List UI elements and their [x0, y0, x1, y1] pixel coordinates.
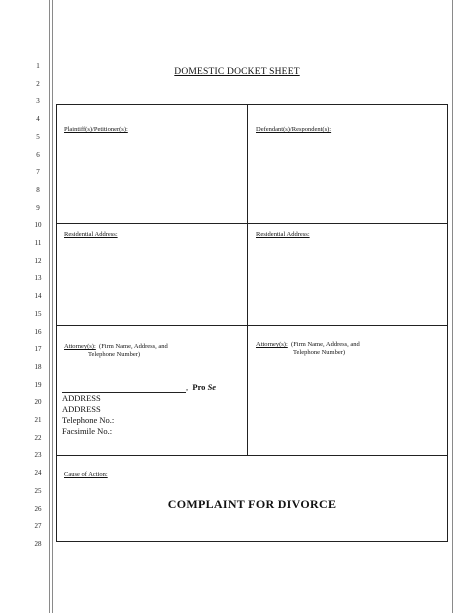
margin-rule-left — [49, 0, 50, 613]
plaintiff-address-line-2: ADDRESS — [62, 404, 101, 414]
line-number: 23 — [34, 451, 42, 460]
defendant-label: Defendant(s)/Respondent(s): — [256, 126, 332, 133]
line-number: 1 — [36, 62, 40, 70]
margin-rule-right — [452, 0, 453, 613]
line-number: 20 — [34, 398, 42, 407]
line-number: 7 — [36, 168, 40, 177]
line-number: 14 — [34, 292, 42, 301]
margin-rule-left-inner — [52, 0, 53, 613]
line-number: 9 — [36, 203, 40, 212]
line-number: 6 — [36, 150, 40, 159]
column-divider — [247, 104, 248, 456]
line-number: 13 — [34, 274, 42, 283]
line-number: 17 — [34, 345, 42, 354]
docket-box — [56, 104, 448, 542]
line-number: 19 — [34, 380, 42, 389]
line-number: 5 — [36, 132, 40, 141]
line-number: 18 — [34, 362, 42, 371]
plaintiff-attorney-label: Attorney(s): (Firm Name, Address, and — [64, 343, 168, 350]
signature-line — [62, 384, 186, 393]
plaintiff-attorney-desc: Telephone Number) — [88, 351, 141, 358]
line-number: 3 — [36, 97, 40, 106]
line-number: 24 — [34, 469, 42, 478]
plaintiff-facsimile: Facsimile No.: — [62, 426, 113, 436]
line-number: 22 — [34, 433, 42, 442]
line-number: 21 — [34, 416, 42, 424]
page-title: DOMESTIC DOCKET SHEET — [174, 67, 300, 77]
pro-se-line: , Pro Se — [62, 382, 216, 393]
line-number: 4 — [36, 115, 40, 124]
defendant-attorney-desc: Telephone Number) — [293, 349, 346, 356]
line-number: 26 — [34, 504, 42, 513]
row-divider-1 — [56, 223, 448, 224]
line-number: 27 — [34, 522, 42, 531]
line-number: 11 — [34, 239, 42, 247]
line-number: 10 — [34, 221, 42, 230]
line-number: 25 — [34, 486, 42, 495]
plaintiff-address-label: Residential Address: — [64, 231, 118, 238]
line-number: 2 — [36, 79, 40, 88]
line-number: 12 — [34, 256, 42, 265]
complaint-title: COMPLAINT FOR DIVORCE — [167, 497, 337, 511]
line-number: 8 — [36, 185, 40, 194]
defendant-attorney-label: Attorney(s): (Firm Name, Address, and — [256, 341, 360, 348]
row-divider-2 — [56, 325, 448, 326]
plaintiff-label: Plaintiff(s)/Petitioner(s): — [64, 126, 128, 133]
line-number: 16 — [34, 327, 42, 336]
defendant-address-label: Residential Address: — [256, 231, 310, 238]
plaintiff-address-line-1: ADDRESS — [62, 393, 101, 403]
line-number: 15 — [34, 309, 42, 318]
row-divider-3 — [56, 455, 448, 456]
line-number: 28 — [34, 539, 42, 548]
plaintiff-telephone: Telephone No.: — [62, 415, 115, 425]
cause-of-action-label: Cause of Action: — [64, 471, 108, 478]
